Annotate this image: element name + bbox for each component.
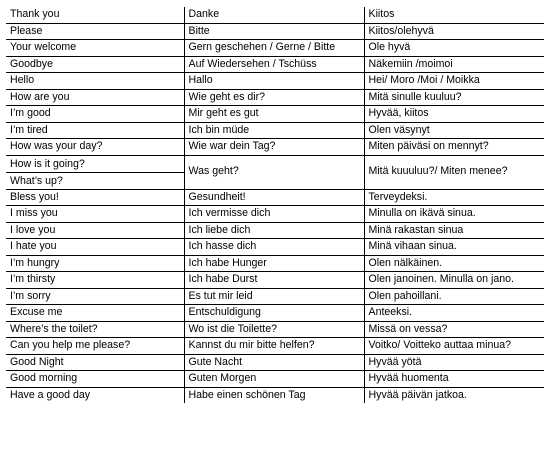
german-cell: Danke xyxy=(184,7,364,23)
table-row xyxy=(6,40,544,57)
finnish-cell: Olen nälkäinen. xyxy=(364,255,544,272)
table-row xyxy=(6,189,544,206)
german-cell: Wie geht es dir? xyxy=(184,89,364,106)
table-row xyxy=(6,305,544,322)
table-row xyxy=(6,73,544,90)
finnish-cell: Näkemiin /moimoi xyxy=(364,56,544,73)
finnish-cell: Hyvää huomenta xyxy=(364,371,544,388)
table-row xyxy=(6,321,544,338)
table-row xyxy=(6,7,544,23)
table-row xyxy=(6,239,544,256)
english-cell: Goodbye xyxy=(6,56,184,73)
german-cell: Kannst du mir bitte helfen? xyxy=(184,338,364,355)
english-cell: Hello xyxy=(6,73,184,90)
finnish-cell: Mitä sinulle kuuluu? xyxy=(364,89,544,106)
english-cell: Thank you xyxy=(6,7,184,23)
finnish-cell: Olen pahoillani. xyxy=(364,288,544,305)
english-cell xyxy=(6,155,184,189)
table-row xyxy=(6,338,544,355)
english-subline: What’s up? xyxy=(10,174,63,187)
finnish-cell: Hei/ Moro /Moi / Moikka xyxy=(364,73,544,90)
german-cell: Guten Morgen xyxy=(184,371,364,388)
english-cell: How are you xyxy=(6,89,184,106)
english-cell: I’m tired xyxy=(6,122,184,139)
english-cell: Good Night xyxy=(6,354,184,371)
english-cell: Bless you! xyxy=(6,189,184,206)
english-cell: How was your day? xyxy=(6,139,184,156)
english-cell: Can you help me please? xyxy=(6,338,184,355)
table-row xyxy=(6,255,544,272)
english-cell: I’m hungry xyxy=(6,255,184,272)
german-cell: Hallo xyxy=(184,73,364,90)
german-cell: Bitte xyxy=(184,23,364,40)
table-row xyxy=(6,106,544,123)
finnish-cell: Olen väsynyt xyxy=(364,122,544,139)
german-cell: Wie war dein Tag? xyxy=(184,139,364,156)
german-cell: Ich habe Durst xyxy=(184,272,364,289)
german-cell: Gern geschehen / Gerne / Bitte xyxy=(184,40,364,57)
english-cell: Have a good day xyxy=(10,388,91,401)
finnish-cell: Missä on vessa? xyxy=(364,321,544,338)
finnish-cell: Kiitos xyxy=(364,7,544,23)
table-row xyxy=(6,387,544,403)
english-cell: I hate you xyxy=(6,239,184,256)
german-cell: Wo ist die Toilette? xyxy=(184,321,364,338)
english-cell: I miss you xyxy=(6,206,184,223)
finnish-cell: Hyvää, kiitos xyxy=(364,106,544,123)
german-cell: Habe einen schönen Tag xyxy=(184,387,364,403)
english-cell: I love you xyxy=(6,222,184,239)
finnish-cell: Minä rakastan sinua xyxy=(364,222,544,239)
english-cell: Your welcome xyxy=(6,40,184,57)
german-cell: Gesundheit! xyxy=(184,189,364,206)
german-cell: Es tut mir leid xyxy=(184,288,364,305)
finnish-cell: Miten päiväsi on mennyt? xyxy=(364,139,544,156)
phrase-table xyxy=(6,7,544,403)
english-cell: I’m thirsty xyxy=(6,272,184,289)
german-cell: Was geht? xyxy=(184,155,364,189)
table-row xyxy=(6,56,544,73)
german-cell: Auf Wiedersehen / Tschüss xyxy=(184,56,364,73)
finnish-cell: Minä vihaan sinua. xyxy=(364,239,544,256)
finnish-cell: Olen janoinen. Minulla on jano. xyxy=(364,272,544,289)
english-cell: Excuse me xyxy=(6,305,184,322)
table-row xyxy=(6,155,544,189)
table-row xyxy=(6,222,544,239)
german-cell: Entschuldigung xyxy=(184,305,364,322)
german-cell: Ich liebe dich xyxy=(184,222,364,239)
table-row xyxy=(6,89,544,106)
german-cell: Ich bin müde xyxy=(184,122,364,139)
english-cell: I’m sorry xyxy=(6,288,184,305)
finnish-cell: Hyvää yötä xyxy=(364,354,544,371)
finnish-cell: Minulla on ikävä sinua. xyxy=(364,206,544,223)
finnish-cell: Mitä kuuuluu?/ Miten menee? xyxy=(364,155,544,189)
german-cell: Ich hasse dich xyxy=(184,239,364,256)
table-row xyxy=(6,371,544,388)
finnish-cell: Hyvää päivän jatkoa. xyxy=(364,387,544,403)
table-row xyxy=(6,288,544,305)
table-row xyxy=(6,206,544,223)
table-row xyxy=(6,354,544,371)
english-cell: Good morning xyxy=(6,371,184,388)
german-cell: Gute Nacht xyxy=(184,354,364,371)
table-row xyxy=(6,272,544,289)
english-cell: I’m good xyxy=(6,106,184,123)
finnish-cell: Terveydeksi. xyxy=(364,189,544,206)
german-cell: Ich vermisse dich xyxy=(184,206,364,223)
finnish-cell: Anteeksi. xyxy=(364,305,544,322)
german-cell: Ich habe Hunger xyxy=(184,255,364,272)
finnish-cell: Voitko/ Voitteko auttaa minua? xyxy=(364,338,544,355)
english-cell: Please xyxy=(6,23,184,40)
finnish-cell: Ole hyvä xyxy=(364,40,544,57)
english-subline: How is it going? xyxy=(6,156,184,173)
german-cell: Mir geht es gut xyxy=(184,106,364,123)
english-cell: Where’s the toilet? xyxy=(6,321,184,338)
table-row xyxy=(6,139,544,156)
table-row xyxy=(6,23,544,40)
finnish-cell: Kiitos/olehyvä xyxy=(364,23,544,40)
table-row xyxy=(6,122,544,139)
